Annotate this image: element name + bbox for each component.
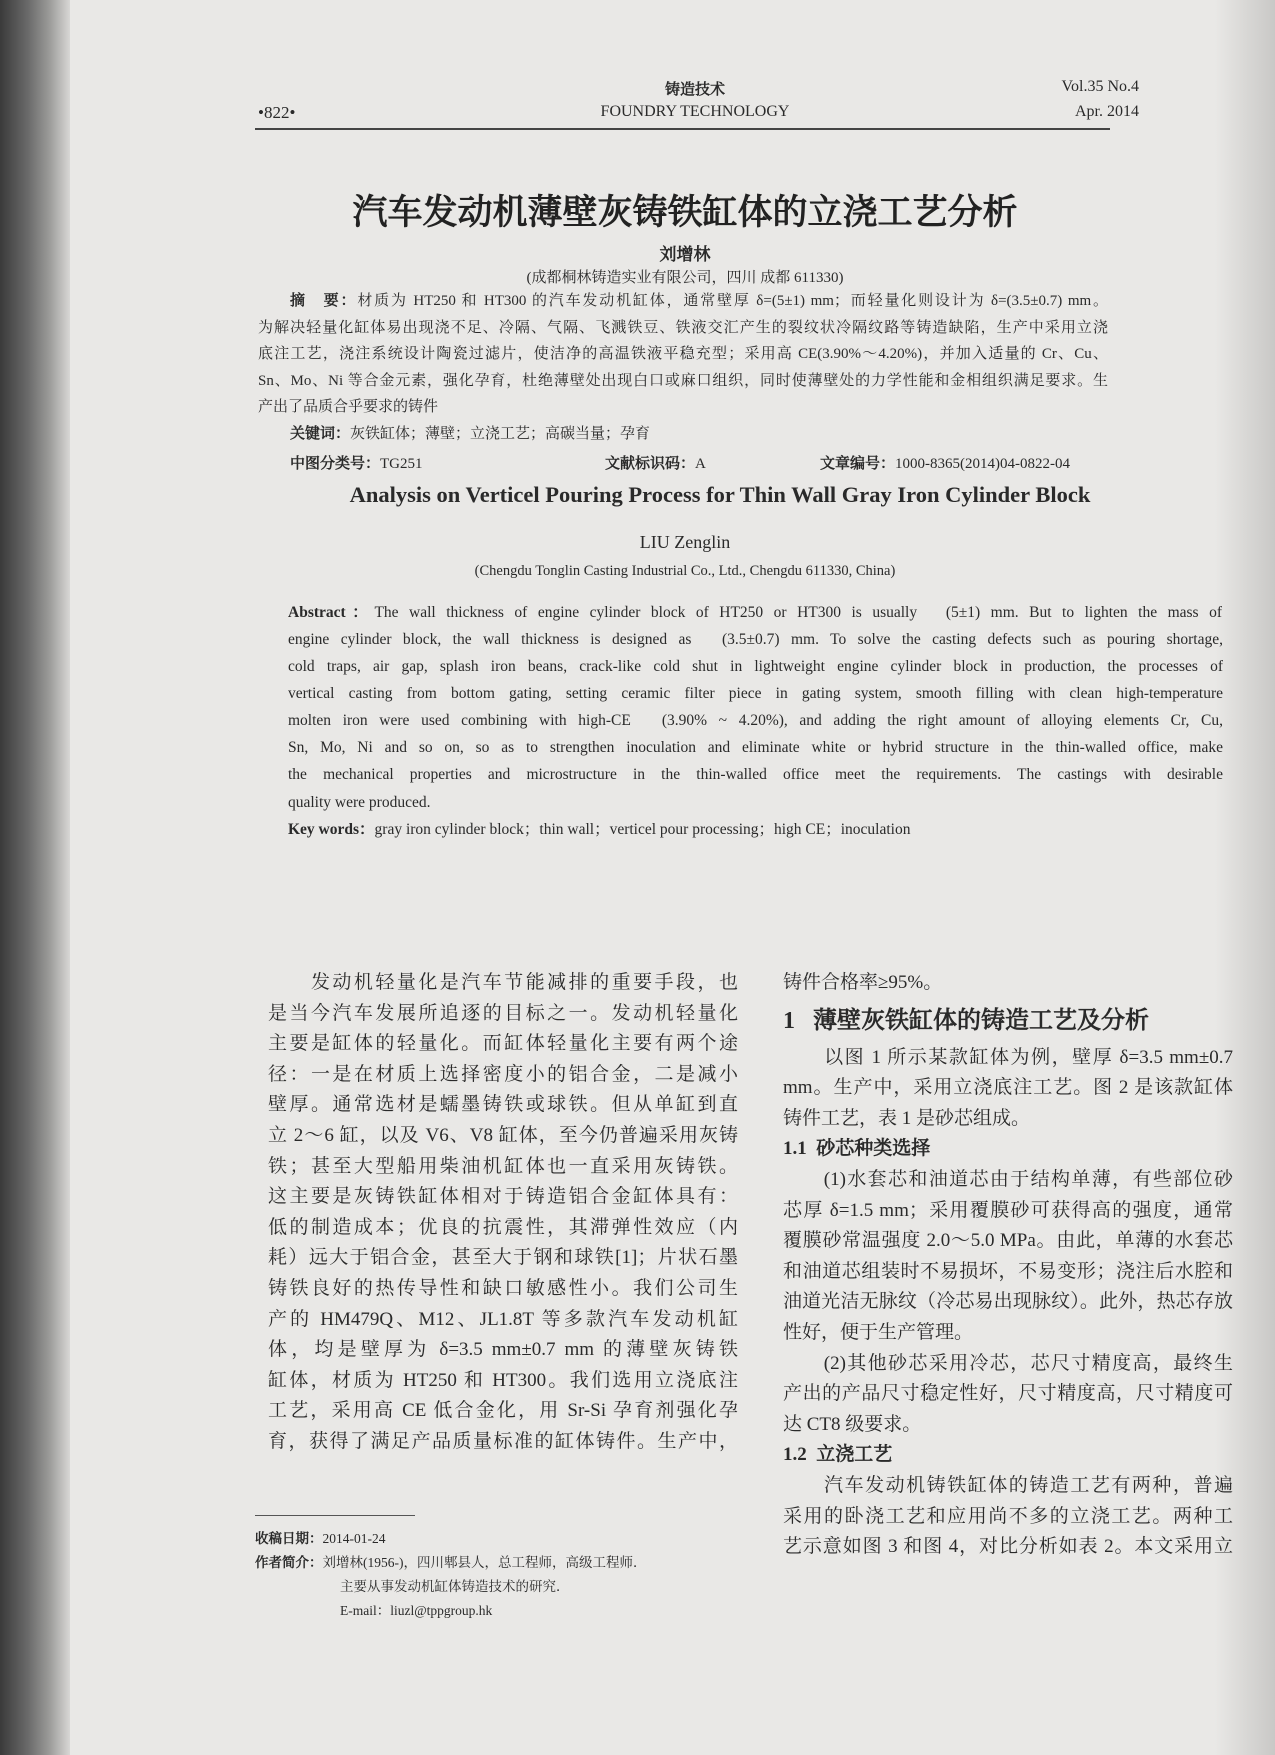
body-line: 主要是缸体的轻量化。而缸体轻量化主要有两个途 — [268, 1033, 738, 1055]
section-title: 立浇工艺 — [816, 1444, 893, 1466]
body-line: 铁；甚至大型船用柴油机缸体也一直采用灰铸铁。 — [268, 1155, 738, 1177]
bio-line: 主要从事发动机缸体铸造技术的研究． — [340, 1579, 570, 1594]
abstract-en-line: The wall thickness of engine cylinder block of HT250 or HT300 is usually (5±1) mm. But to lighten the mass of — [374, 604, 1222, 621]
body-line: 铸铁良好的热传导性和缺口敏感性小。我们公司生 — [268, 1277, 738, 1299]
abstract-en-line: quality were produced. — [288, 793, 431, 811]
clc-label: 中图分类号： — [290, 456, 381, 472]
body-line: 覆膜砂常温强度 2.0～5.0 MPa。由此，单薄的水套芯 — [783, 1230, 1233, 1252]
keywords-cn-label: 关键词： — [290, 425, 351, 442]
keywords-cn-text: 灰铁缸体；薄壁；立浇工艺；高碳当量；孕育 — [350, 425, 651, 442]
article-number-value: 1000-8365(2014)04-0822-04 — [895, 456, 1070, 472]
affiliation-en: (Chengdu Tonglin Casting Industrial Co., Ltd., Chengdu 611330, China) — [474, 563, 896, 579]
section-number: 1.1 — [783, 1138, 807, 1160]
body-line: 工艺，采用高 CE 低合金化，用 Sr-Si 孕育剂强化孕 — [268, 1400, 738, 1422]
section-number: 1 — [783, 1007, 795, 1034]
abstract-en-label: Abstract： — [288, 604, 375, 621]
header-rule — [255, 128, 1110, 130]
keywords-en — [288, 816, 1223, 843]
keywords-cn — [258, 421, 1108, 448]
abstract-en-rest — [288, 626, 1223, 843]
abstract-en-body — [288, 599, 1222, 626]
abstract-en-line: Sn, Mo, Ni and so on, so as to strengthen inoculation and eliminate white or hybrid structure in the thin-walled office, make — [288, 739, 1223, 757]
section-title: 薄壁灰铁缸体的铸造工艺及分析 — [813, 1007, 1149, 1034]
abstract-cn-line: 产出了品质合乎要求的铸件 — [258, 399, 439, 415]
body-line: 低的制造成本；优良的抗震性，其滞弹性效应（内 — [268, 1216, 738, 1238]
author-email: E-mail：liuzl@tppgroup.hk — [340, 1603, 493, 1618]
abstract-cn-label: 摘 要： — [290, 293, 358, 309]
issue-date: Apr. 2014 — [1075, 103, 1139, 120]
body-line: 铸件合格率≥95%。 — [783, 972, 943, 993]
clc-value: TG251 — [380, 456, 423, 472]
author-bio — [255, 1551, 647, 1575]
body-line: 壁厚。通常选材是蠕墨铸铁或球铁。但从单缸到直 — [268, 1094, 738, 1116]
author-en: LIU Zenglin — [639, 532, 731, 552]
body-line: mm。生产中，采用立浇底注工艺。图 2 是该款缸体 — [783, 1077, 1233, 1099]
body-line: 这主要是灰铸铁缸体相对于铸造铝合金缸体具有： — [268, 1186, 738, 1208]
received-date — [255, 1527, 647, 1551]
journal-name-cn: 铸造技术 — [664, 82, 725, 98]
abstract-cn-line: 材质为 HT250 和 HT300 的汽车发动机缸体，通常壁厚 δ=(5±1) mm；而轻量化则设计为 δ=(3.5±0.7) mm。 — [357, 293, 1108, 309]
doc-code-label: 文献标识码： — [605, 456, 696, 472]
abstract-en-line: molten iron were used combining with high-CE (3.90% ~ 4.20%), and adding the right amount of alloying elements Cr, Cu, — [288, 712, 1223, 730]
received-value: 2014-01-24 — [322, 1531, 386, 1546]
section-heading-1 — [783, 999, 1233, 1043]
body-line: 发动机轻量化是汽车节能减排的重要手段，也 — [268, 972, 738, 993]
body-line: 耗）远大于铝合金，甚至大于钢和球铁[1]；片状石墨 — [268, 1247, 738, 1269]
section-heading-1-2 — [783, 1440, 1233, 1471]
body-line: (2)其他砂芯采用冷芯，芯尺寸精度高，最终生 — [783, 1352, 1233, 1374]
section-number: 1.2 — [783, 1444, 807, 1466]
body-line: (1)水套芯和油道芯由于结构单薄，有些部位砂 — [783, 1168, 1233, 1190]
body-line: 育，获得了满足产品质量标准的缸体铸件。生产中， — [268, 1430, 738, 1452]
doc-code-value: A — [695, 456, 706, 472]
body-line: 和油道芯组装时不易损坏，不易变形；浇注后水腔和 — [783, 1260, 1233, 1282]
affiliation-cn: (成都桐林铸造实业有限公司，四川 成都 611330) — [526, 270, 844, 286]
section-heading-1-1 — [783, 1134, 1233, 1165]
body-line: 性好，便于生产管理。 — [783, 1321, 974, 1343]
bio-label: 作者简介： — [255, 1555, 323, 1570]
body-line: 产出的产品尺寸稳定性好，尺寸精度高，尺寸精度可 — [783, 1383, 1233, 1405]
body-line: 产的 HM479Q、M12、JL1.8T 等多款汽车发动机缸 — [268, 1308, 738, 1330]
footnote — [255, 1527, 647, 1623]
body-line: 径：一是在材质上选择密度小的铝合金，二是减小 — [268, 1063, 738, 1085]
article-number-label: 文章编号： — [820, 456, 896, 472]
abstract-en-line: engine cylinder block, the wall thickness is designed as (3.5±0.7) mm. To solve the casting defects such as pouring shortage, — [288, 631, 1223, 648]
body-right-column — [783, 968, 1233, 1563]
footnote-rule — [255, 1515, 415, 1516]
abstract-cn-line: 底注工艺，浇注系统设计陶瓷过滤片，使洁净的高温铁液平稳充型；采用高 CE(3.90%～4.20%)，并加入适量的 Cr、Cu、 — [258, 346, 1108, 362]
paper-title-en: Analysis on Verticel Pouring Process for Thin Wall Gray Iron Cylinder Block — [349, 482, 1091, 507]
abstract-cn-line: 为解决轻量化缸体易出现浇不足、冷隔、气隔、飞溅铁豆、铁液交汇产生的裂纹状冷隔纹路等铸造缺陷，生产中采用立浇 — [258, 319, 1108, 336]
section-title: 砂芯种类选择 — [816, 1138, 931, 1160]
abstract-cn — [258, 288, 1108, 447]
body-line: 以图 1 所示某款缸体为例，壁厚 δ=3.5 mm±0.7 — [783, 1046, 1233, 1068]
body-line: 缸体，材质为 HT250 和 HT300。我们选用立浇底注 — [268, 1369, 738, 1391]
abstract-cn-line: Sn、Mo、Ni 等合金元素，强化孕育，杜绝薄壁处出现白口或麻口组织，同时使薄壁处的力学性能和金相组织满足要求。生 — [258, 372, 1108, 389]
body-line: 芯厚 δ=1.5 mm；采用覆膜砂可获得高的强度，通常 — [783, 1199, 1233, 1221]
bio-line: 刘增林(1956-)，四川郫县人，总工程师，高级工程师． — [322, 1555, 647, 1570]
clc-number — [290, 452, 423, 473]
received-label: 收稿日期： — [255, 1531, 323, 1546]
body-line: 是当今汽车发展所追逐的目标之一。发动机轻量化 — [268, 1002, 738, 1024]
body-line: 采用的卧浇工艺和应用尚不多的立浇工艺。两种工 — [783, 1505, 1233, 1527]
page-number: •822• — [258, 103, 296, 122]
paper-title-cn: 汽车发动机薄壁灰铸铁缸体的立浇工艺分析 — [352, 193, 1018, 232]
body-line: 立 2～6 缸，以及 V6、V8 缸体，至今仍普遍采用灰铸 — [268, 1124, 738, 1146]
body-line: 艺示意如图 3 和图 4，对比分析如表 2。本文采用立 — [783, 1536, 1233, 1558]
volume-info: Vol.35 No.4 — [1061, 78, 1139, 95]
author-cn: 刘增林 — [659, 245, 711, 264]
body-line: 汽车发动机铸铁缸体的铸造工艺有两种，普遍 — [783, 1474, 1233, 1496]
keywords-en-text: gray iron cylinder block；thin wall；verticel pour processing；high CE；inoculation — [374, 820, 911, 838]
body-line: 达 CT8 级要求。 — [783, 1413, 922, 1435]
abstract-en-line: vertical casting from bottom gating, setting ceramic filter piece in gating system, smooth filling with clean high-temperature — [288, 685, 1223, 703]
abstract-en-line: the mechanical properties and microstructure in the thin-walled office meet the requirements. The castings with desirable — [288, 766, 1223, 784]
journal-name-en: FOUNDRY TECHNOLOGY — [600, 103, 790, 120]
body-line: 油道光洁无脉纹（冷芯易出现脉纹）。此外，热芯存放 — [783, 1291, 1233, 1313]
keywords-en-label: Key words： — [288, 820, 375, 838]
body-line: 铸件工艺，表 1 是砂芯组成。 — [783, 1107, 1031, 1129]
body-left-column — [268, 968, 738, 1458]
abstract-en-line: cold traps, air gap, splash iron beans, crack-like cold shut in lightweight engine cylinder block in production, the processes of — [288, 658, 1223, 676]
body-line: 体，均是壁厚为 δ=3.5 mm±0.7 mm 的薄壁灰铸铁 — [268, 1339, 738, 1361]
article-number — [820, 452, 1070, 473]
book-binding-shadow — [0, 0, 70, 1755]
document-code — [605, 452, 706, 473]
